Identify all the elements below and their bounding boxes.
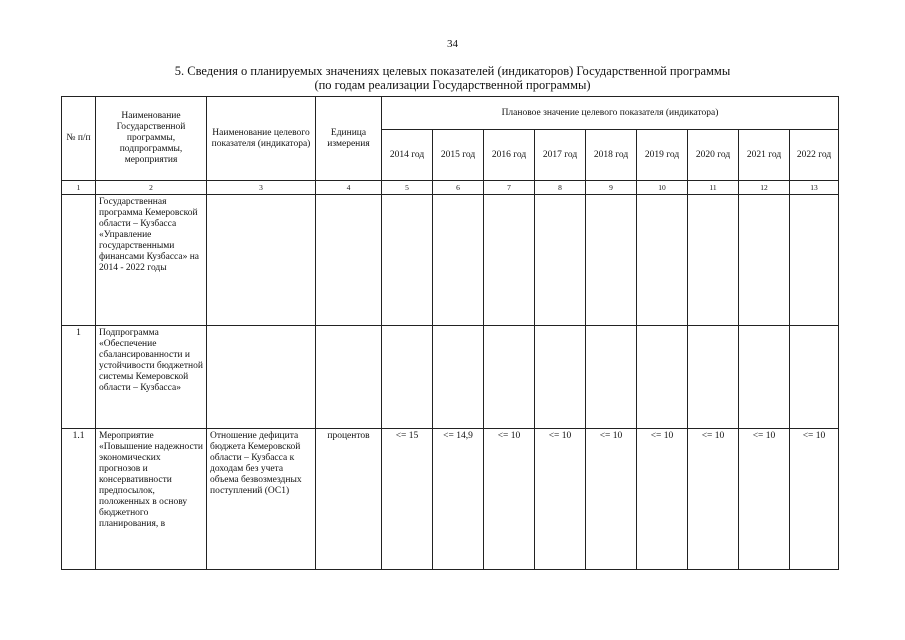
row-value [739, 326, 790, 429]
row-value: <= 10 [688, 429, 739, 570]
row-num: 1.1 [62, 429, 96, 570]
title-line-2: (по годам реализации Государственной программы) [314, 78, 591, 92]
row-indicator [207, 326, 316, 429]
header-program-name: Наименование Государственной программы, подпрограммы, мероприятия [96, 97, 207, 181]
row-value [433, 195, 484, 326]
row-value [484, 195, 535, 326]
row-name: Мероприятие «Повышение надежности экономических прогнозов и консервативности предпосылок, положенных в основу бюджетного планирования, в [96, 429, 207, 570]
header-num: № п/п [62, 97, 96, 181]
column-number: 4 [316, 181, 382, 195]
column-number: 11 [688, 181, 739, 195]
column-number: 8 [535, 181, 586, 195]
page-number: 34 [447, 38, 458, 50]
title-line-1: 5. Сведения о планируемых значениях целевых показателей (индикаторов) Государственной программы [174, 64, 731, 78]
column-number: 9 [586, 181, 637, 195]
header-year: 2016 год [484, 130, 535, 181]
column-number: 5 [382, 181, 433, 195]
row-value [484, 326, 535, 429]
header-unit: Единица измерения [316, 97, 382, 181]
row-indicator: Отношение дефицита бюджета Кемеровской области – Кузбасса к доходам без учета объема безвозмездных поступлений (ОС1) [207, 429, 316, 570]
table-row-program [62, 195, 839, 326]
row-num [62, 195, 96, 326]
row-value [433, 326, 484, 429]
header-year: 2018 год [586, 130, 637, 181]
row-value: <= 10 [484, 429, 535, 570]
row-value: <= 10 [637, 429, 688, 570]
row-unit: процентов [316, 429, 382, 570]
header-year: 2015 год [433, 130, 484, 181]
row-value: <= 10 [535, 429, 586, 570]
row-value [586, 326, 637, 429]
row-value [535, 326, 586, 429]
row-value [382, 326, 433, 429]
column-number: 7 [484, 181, 535, 195]
column-number-row [62, 181, 839, 195]
header-year: 2021 год [739, 130, 790, 181]
row-value: <= 15 [382, 429, 433, 570]
document-title [0, 64, 905, 92]
column-number: 13 [790, 181, 839, 195]
row-name: Государственная программа Кемеровской области – Кузбасса «Управление государственными финансами Кузбасса» на 2014 - 2022 годы [96, 195, 207, 326]
row-value [382, 195, 433, 326]
row-indicator [207, 195, 316, 326]
column-number: 1 [62, 181, 96, 195]
column-number: 6 [433, 181, 484, 195]
header-year: 2020 год [688, 130, 739, 181]
row-value [688, 195, 739, 326]
header-year: 2019 год [637, 130, 688, 181]
row-value: <= 10 [739, 429, 790, 570]
table-row-subprogram [62, 326, 839, 429]
row-unit [316, 195, 382, 326]
row-value: <= 10 [586, 429, 637, 570]
header-year: 2022 год [790, 130, 839, 181]
table-row-event [62, 429, 839, 570]
header-year: 2017 год [535, 130, 586, 181]
row-value [637, 326, 688, 429]
row-value: <= 14,9 [433, 429, 484, 570]
row-value [637, 195, 688, 326]
row-value [688, 326, 739, 429]
column-number: 12 [739, 181, 790, 195]
row-name: Подпрограмма «Обеспечение сбалансированности и устойчивости бюджетной системы Кемеровской области – Кузбасса» [96, 326, 207, 429]
row-value [790, 326, 839, 429]
header-row [62, 97, 839, 130]
row-unit [316, 326, 382, 429]
column-number: 10 [637, 181, 688, 195]
header-year: 2014 год [382, 130, 433, 181]
row-value [790, 195, 839, 326]
header-indicator-name: Наименование целевого показателя (индикатора) [207, 97, 316, 181]
row-value: <= 10 [790, 429, 839, 570]
row-value [739, 195, 790, 326]
row-value [586, 195, 637, 326]
header-planned-value: Плановое значение целевого показателя (индикатора) [382, 97, 839, 130]
indicators-table [61, 96, 839, 570]
row-value [535, 195, 586, 326]
column-number: 2 [96, 181, 207, 195]
row-num: 1 [62, 326, 96, 429]
column-number: 3 [207, 181, 316, 195]
